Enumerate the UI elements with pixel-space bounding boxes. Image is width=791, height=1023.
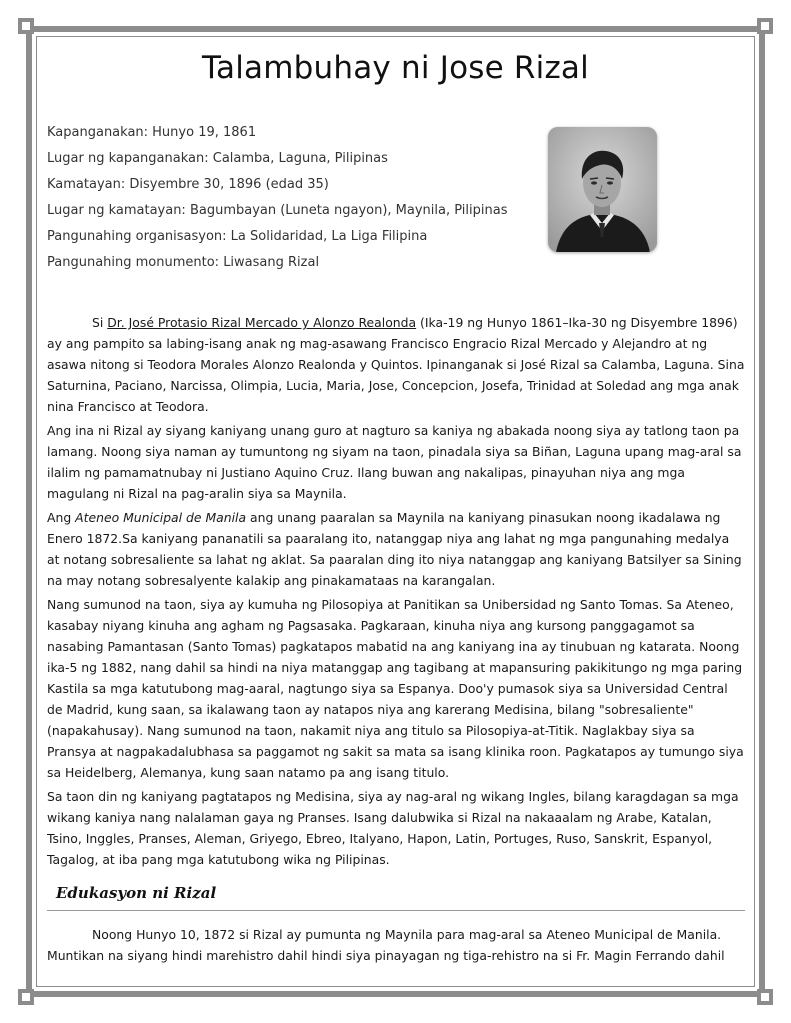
text-span: (Ika-19 ng Hunyo 1861–Ika-30 ng Disyembre 1896) ay ang pampito sa labing-isang anak ng mag-asawang Francisco Engracio Rizal Mercado y Alejandro at ng asawa nitong si Teodora Morales Alonzo Realonda y Quintos. Ipinanganak si José Rizal sa Calamba, Laguna. Sina Saturnina, Paciano, Narcissa, Olimpia, Lucia, Maria, Jose, Concepcion, Josefa, Trinidad at Soledad ang mga anak nina Francisco at Teodora. [47, 315, 745, 414]
text-span: Noong Hunyo 10, 1872 si Rizal ay pumunta ng Maynila para mag-aral sa Ateneo Municipal de Manila. Muntikan na siyang hindi marehistro dahil hindi siya pinayagan ng tiga-rehistro na si Fr. Magin Ferrando dahil [47, 927, 725, 963]
paragraph-languages: Sa taon din ng kaniyang pagtatapos ng Medisina, siya ay nag-aral ng wikang Ingles, bilang karagdagan sa mga wikang kaniya nang nalalaman gaya ng Pranses. Isang dalubwika si Rizal na nakaaalam ng Arabe, Katalan, Tsino, Inggles, Pranses, Aleman, Griyego, Ebreo, Italyano, Hapon, Latin, Portuges, Ruso, Sanskrit, Espanyol, Tagalog, at iba pang mga katutubong wika ng Pilipinas. [47, 789, 739, 867]
page-title: Talambuhay ni Jose Rizal [202, 50, 589, 86]
full-name-link[interactable]: Dr. José Protasio Rizal Mercado y Alonzo Realonda [107, 315, 417, 330]
info-monument: Pangunahing monumento: Liwasang Rizal [47, 255, 320, 270]
ateneo-italic: Ateneo Municipal de Manila [75, 510, 247, 525]
education-text [47, 924, 745, 966]
text-span: Si [92, 315, 108, 330]
info-deathplace: Lugar ng kamatayan: Bagumbayan (Luneta ngayon), Maynila, Pilipinas [47, 203, 508, 218]
section-heading-education: Edukasyon ni Rizal [56, 884, 217, 902]
text-span: Ang [47, 510, 76, 525]
section-divider [47, 910, 745, 911]
paragraph-early-education: Ang ina ni Rizal ay siyang kaniyang unang guro at nagturo sa kaniya ng abakada noong siya ay tatlong taon pa lamang. Noong siya naman ay tumuntong ng siyam na taon, pinadala siya sa Biñan, Laguna upang mag-aral sa ilalim ng pamamatnubay ni Justiano Aquino Cruz. Ilang buwan ang nakalipas, pinayuhan niya ang mga magulang ni Rizal na pag-aralin siya sa Maynila. [47, 423, 742, 501]
info-birthplace: Lugar ng kapanganakan: Calamba, Laguna, Pilipinas [47, 151, 388, 166]
info-birth: Kapanganakan: Hunyo 19, 1861 [47, 125, 257, 140]
info-death: Kamatayan: Disyembre 30, 1896 (edad 35) [47, 177, 329, 192]
corner-ornament [757, 989, 773, 1005]
paragraph-intro [47, 312, 745, 417]
corner-ornament [18, 18, 34, 34]
corner-ornament [18, 989, 34, 1005]
paragraph-university: Nang sumunod na taon, siya ay kumuha ng Pilosopiya at Panitikan sa Unibersidad ng Santo Tomas. Sa Ateneo, kasabay niyang kinuha ang agham ng Pagsasaka. Pagkaraan, kinuha niya ang kursong panggagamot sa nasabing Pamantasan (Santo Tomas) pagkatapos mabatid na ang kaniyang ina ay tinubuan ng katarata. Noong ika-5 ng 1882, nang dahil sa hindi na niya matanggap ang tagibang at mapansuring pakikitungo ng mga paring Kastila sa mga katutubong mag-aaral, nagtungo siya sa Espanya. Doo'y pumasok siya sa Universidad Central de Madrid, kung saan, sa ikalawang taon ay natapos niya ang karerang Medisina, bilang "sobresaliente" (napakahusay). Nang sumunod na taon, nakamit niya ang titulo sa Pilosopiya-at-Titik. Naglakbay siya sa Pransya at nagpakadalubhasa sa paggamot ng sakit sa mata sa isang klinika roon. Pagkatapos ay tumungo siya sa Heidelberg, Alemanya, kung saan natamo pa ang isang titulo. [47, 597, 744, 780]
corner-ornament [757, 18, 773, 34]
portrait-image [548, 127, 657, 252]
info-organizations: Pangunahing organisasyon: La Solidaridad, La Liga Filipina [47, 229, 428, 244]
paragraph-education [47, 924, 745, 966]
paragraph-ateneo [47, 507, 745, 591]
text-span: ang unang paaralan sa Maynila na kaniyang pinasukan noong ikadalawa ng Enero 1872.Sa kaniyang pananatili sa paaralang ito, natanggap niya ang lahat ng mga pangunahing medalya at notang sobresaliente sa lahat ng aklat. Sa paaralan ding ito niya natanggap ang kaniyang Batsilyer sa Sining na may notang sobresalyente kalakip ang pinakamataas na karangalan. [47, 510, 742, 588]
biography-text [47, 312, 745, 873]
info-block [47, 120, 517, 276]
